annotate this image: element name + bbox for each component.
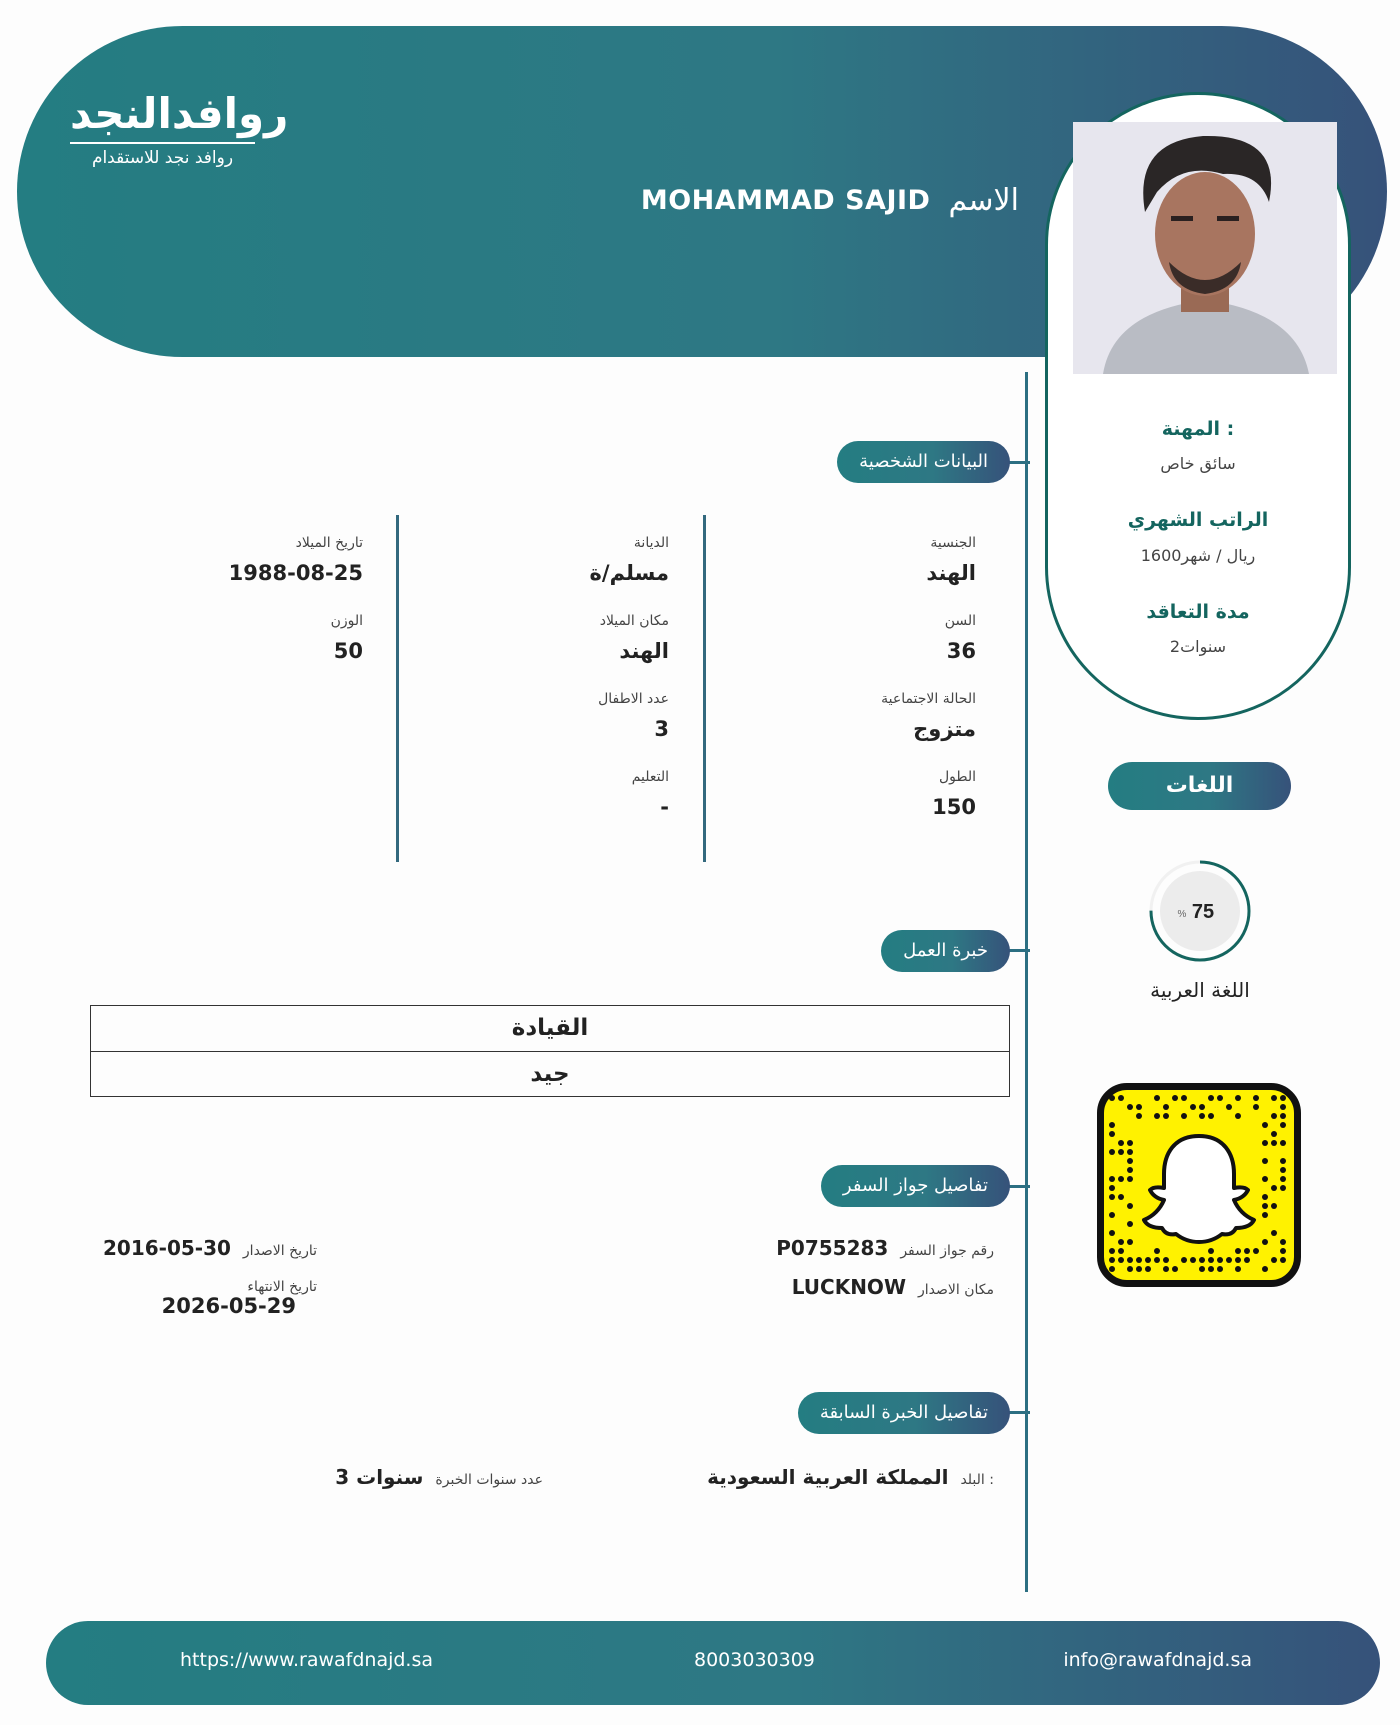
snapcode-dot (1127, 1158, 1133, 1164)
snapcode-dot (1154, 1095, 1160, 1101)
passport-expiry-value: 2026-05-29 (161, 1294, 296, 1318)
logo-divider (70, 142, 255, 144)
snapcode-dot (1208, 1266, 1214, 1272)
snapcode-dot (1127, 1257, 1133, 1263)
passport-number-row (776, 1236, 994, 1260)
weight-value: 50 (333, 639, 363, 663)
snapcode-dot (1235, 1266, 1241, 1272)
age-value: 36 (946, 639, 976, 663)
snapcode-dot (1217, 1095, 1223, 1101)
snapcode-dot (1145, 1257, 1151, 1263)
snapcode-dot (1136, 1113, 1142, 1119)
snapcode-dot (1154, 1248, 1160, 1254)
snapcode-dot (1127, 1167, 1133, 1173)
passport-issue-row (103, 1236, 317, 1260)
snapcode-dot (1163, 1104, 1169, 1110)
snapcode-dot (1118, 1176, 1124, 1182)
footer-website-link[interactable]: https://www.rawafdnajd.sa (180, 1649, 434, 1671)
marital-status-value: متزوج (913, 717, 976, 741)
snapcode-dot (1109, 1257, 1115, 1263)
snapcode-dot (1154, 1257, 1160, 1263)
previous-country-label: البلد : (960, 1472, 994, 1488)
profession-label: المهنة : (1161, 418, 1235, 440)
snapcode-dot (1280, 1095, 1286, 1101)
religion-value: مسلم/ة (589, 561, 669, 585)
footer-email-link[interactable]: info@rawafdnajd.sa (1063, 1649, 1252, 1671)
snapcode-dot (1109, 1212, 1115, 1218)
snapcode-dot (1109, 1131, 1115, 1137)
languages-heading: اللغات (1108, 762, 1291, 810)
footer-bar (46, 1621, 1380, 1705)
snapcode-dot (1118, 1140, 1124, 1146)
personal-col-3 (103, 535, 363, 663)
snapcode-dot (1109, 1248, 1115, 1254)
snapcode-dot (1271, 1131, 1277, 1137)
snapcode-dot (1271, 1203, 1277, 1209)
passport-expiry (117, 1279, 317, 1295)
snapcode-dot (1262, 1176, 1268, 1182)
snapcode-dot (1280, 1185, 1286, 1191)
column-divider (703, 515, 706, 862)
snapcode-dot (1181, 1113, 1187, 1119)
snapcode-dot (1127, 1176, 1133, 1182)
snapcode-dot (1226, 1257, 1232, 1263)
snapcode-dot (1127, 1239, 1133, 1245)
snapcode-dot (1271, 1113, 1277, 1119)
snapcode-dot (1271, 1185, 1277, 1191)
snapcode-dot (1190, 1104, 1196, 1110)
snapcode-dot (1109, 1230, 1115, 1236)
nationality-label: الجنسية (930, 535, 976, 551)
passport-number-value: P0755283 (776, 1236, 889, 1260)
snapcode-dot (1262, 1194, 1268, 1200)
snapcode-dot (1235, 1113, 1241, 1119)
snapcode-dot (1136, 1266, 1142, 1272)
snapcode-dot (1118, 1257, 1124, 1263)
snapcode-dot (1127, 1266, 1133, 1272)
snapcode-dot (1280, 1176, 1286, 1182)
snapcode-dot (1262, 1239, 1268, 1245)
snapcode-dot (1262, 1122, 1268, 1128)
snapcode-dot (1118, 1095, 1124, 1101)
snapcode-dot (1271, 1230, 1277, 1236)
passport-place-label: مكان الاصدار (918, 1282, 994, 1298)
snapcode-dot (1208, 1257, 1214, 1263)
snapcode-dot (1181, 1257, 1187, 1263)
snapcode-dot (1253, 1104, 1259, 1110)
logo-mark: روافدالنجد (70, 89, 289, 138)
height-label: الطول (938, 769, 976, 785)
snapcode-dot (1199, 1257, 1205, 1263)
snapcode-dot (1172, 1266, 1178, 1272)
snapcode-dot (1271, 1257, 1277, 1263)
snapcode-dot (1163, 1266, 1169, 1272)
snapcode-dot (1136, 1257, 1142, 1263)
snapcode-dot (1280, 1239, 1286, 1245)
education-label: التعليم (631, 769, 669, 785)
snapcode-dot (1235, 1095, 1241, 1101)
age-label: السن (944, 613, 976, 629)
passport-expiry-label: تاريخ الانتهاء (247, 1279, 317, 1295)
snapcode-dot (1199, 1113, 1205, 1119)
ghost-icon (1144, 1136, 1254, 1242)
profession-value: سائق خاص (1160, 454, 1236, 473)
snapcode-dot (1262, 1203, 1268, 1209)
snapcode-dot (1109, 1095, 1115, 1101)
snapcode-dot (1235, 1257, 1241, 1263)
logo-subtitle: روافد نجد للاستقدام (91, 148, 234, 168)
experience-skill: القيادة (511, 1015, 589, 1041)
language-name: اللغة العربية (1150, 978, 1250, 1002)
snapcode-dot (1154, 1113, 1160, 1119)
candidate-photo (1073, 122, 1337, 374)
previous-country-value: المملكة العربية السعودية (707, 1465, 949, 1489)
snapcode-dot (1262, 1212, 1268, 1218)
snapcode-dot (1280, 1167, 1286, 1173)
snapcode-dot (1127, 1221, 1133, 1227)
language-percent: 75 (1191, 901, 1215, 923)
company-logo (70, 89, 289, 182)
religion-label: الديانة (633, 535, 669, 551)
section-previous-experience: تفاصيل الخبرة السابقة (798, 1392, 1010, 1434)
snapcode-dot (1109, 1149, 1115, 1155)
snapcode-dot (1271, 1140, 1277, 1146)
marital-status-label: الحالة الاجتماعية (881, 691, 976, 707)
candidate-name: MOHAMMAD SAJID (640, 184, 931, 216)
snapcode-dot (1109, 1185, 1115, 1191)
column-divider (396, 515, 399, 862)
snapcode-dot (1217, 1266, 1223, 1272)
name-label: الاسم (948, 182, 1019, 218)
section-tick (1008, 1411, 1030, 1414)
previous-years-value: 3 سنوات (335, 1465, 424, 1489)
previous-country-row (707, 1465, 994, 1489)
snapcode-dot (1109, 1266, 1115, 1272)
snapcode-dot (1280, 1140, 1286, 1146)
snapcode-dot (1262, 1266, 1268, 1272)
snapcode-dot (1181, 1095, 1187, 1101)
nationality-value: الهند (926, 561, 976, 585)
snapcode-dot (1262, 1158, 1268, 1164)
section-tick (1008, 461, 1030, 464)
snapcode-dot (1208, 1113, 1214, 1119)
birthdate-label: تاريخ الميلاد (295, 535, 363, 551)
passport-issue-value: 2016-05-30 (102, 1236, 231, 1260)
snapcode-dot (1244, 1257, 1250, 1263)
snapcode-dot (1127, 1140, 1133, 1146)
snapcode-dot (1190, 1257, 1196, 1263)
section-tick (1008, 949, 1030, 952)
children-value: 3 (654, 717, 669, 741)
language-gauge (1145, 856, 1255, 966)
salary-label: الراتب الشهري (1127, 509, 1269, 531)
snapcode-dot (1163, 1113, 1169, 1119)
previous-years-row (335, 1465, 543, 1489)
contract-label: مدة التعاقد (1146, 601, 1250, 623)
experience-level: جيد (91, 1051, 1009, 1096)
snapcode-dot (1109, 1194, 1115, 1200)
section-tick (1008, 1185, 1030, 1188)
snapcode-dot (1145, 1266, 1151, 1272)
height-value: 150 (932, 795, 976, 819)
snapcode-dot (1118, 1194, 1124, 1200)
snapcode-dot (1118, 1149, 1124, 1155)
snapcode-dot (1172, 1095, 1178, 1101)
snapcode-dot (1280, 1104, 1286, 1110)
snapcode-dot (1217, 1257, 1223, 1263)
snapcode-dot (1280, 1113, 1286, 1119)
snapcode-dot (1280, 1257, 1286, 1263)
snapcode-dot (1199, 1104, 1205, 1110)
snapcode-dot (1163, 1257, 1169, 1263)
snapcode-dot (1127, 1104, 1133, 1110)
snapcode-dot (1280, 1248, 1286, 1254)
snapcode-qr[interactable] (1097, 1083, 1301, 1287)
snapcode-dot (1208, 1095, 1214, 1101)
name-row (641, 180, 1019, 220)
snapcode-dot (1118, 1239, 1124, 1245)
section-passport: تفاصيل جواز السفر (821, 1165, 1010, 1207)
children-label: عدد الاطفال (598, 691, 669, 707)
snapcode-dot (1253, 1248, 1259, 1254)
section-work-experience: خبرة العمل (881, 930, 1010, 972)
language-percent-sign: % (1177, 909, 1187, 920)
passport-place-row (792, 1275, 994, 1299)
previous-years-label: عدد سنوات الخبرة (435, 1472, 543, 1488)
snapcode-dot (1280, 1158, 1286, 1164)
passport-place-value: LUCKNOW (791, 1275, 906, 1299)
salary-value: 1600ريال / شهر (1140, 546, 1256, 565)
weight-label: الوزن (330, 613, 363, 629)
passport-issue-label: تاريخ الاصدار (242, 1243, 317, 1259)
education-value: - (660, 795, 669, 819)
snapcode-dot (1271, 1095, 1277, 1101)
snapcode-dot (1262, 1140, 1268, 1146)
snapcode-dot (1244, 1248, 1250, 1254)
personal-col-2 (409, 535, 669, 819)
snapcode-dot (1199, 1266, 1205, 1272)
birthplace-value: الهند (619, 639, 669, 663)
birthplace-label: مكان الميلاد (599, 613, 669, 629)
snapcode-dot (1226, 1104, 1232, 1110)
snapcode-dot (1208, 1248, 1214, 1254)
birthdate-value: 1988-08-25 (228, 561, 363, 585)
contract-value: 2سنوات (1169, 637, 1227, 656)
personal-col-1 (716, 535, 976, 819)
timeline-line (1025, 372, 1028, 1592)
snapcode-dot (1109, 1122, 1115, 1128)
work-experience-table (90, 1005, 1010, 1097)
passport-number-label: رقم جواز السفر (900, 1243, 994, 1259)
snapcode-dot (1253, 1095, 1259, 1101)
footer-phone[interactable]: 8003030309 (694, 1649, 815, 1671)
snapcode-dot (1127, 1149, 1133, 1155)
snapcode-dot (1109, 1176, 1115, 1182)
snapcode-dot (1118, 1248, 1124, 1254)
snapcode-dot (1127, 1203, 1133, 1209)
section-personal-data: البيانات الشخصية (837, 441, 1010, 483)
snapcode-dot (1235, 1248, 1241, 1254)
snapcode-dot (1280, 1122, 1286, 1128)
snapcode-dot (1136, 1104, 1142, 1110)
